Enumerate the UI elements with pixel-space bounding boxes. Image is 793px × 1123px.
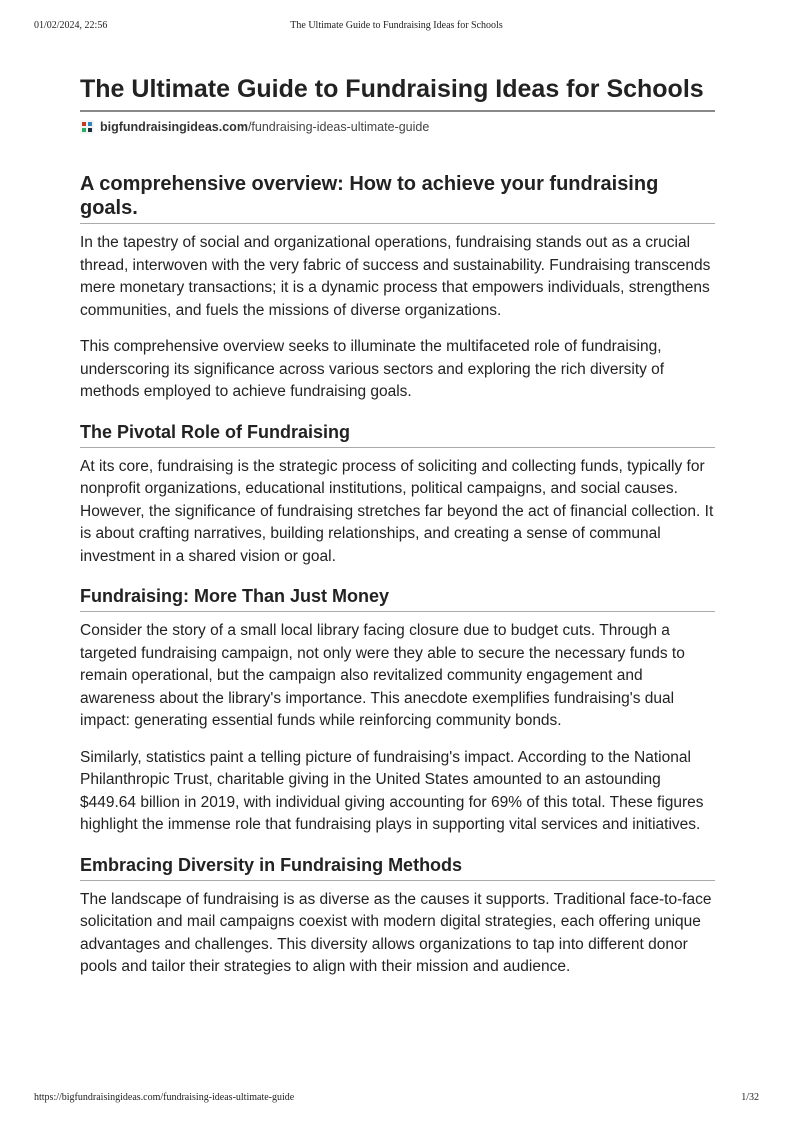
- print-footer-url: https://bigfundraisingideas.com/fundraising-ideas-ultimate-guide: [34, 1092, 295, 1103]
- section-paragraph: Consider the story of a small local library facing closure due to budget cuts. Through a targeted fundraising campaign, not only were they able to secure the necessary funds to remain operational, but the campaign also revitalized community engagement and awareness about the library's importance. This anecdote exemplifies fundraising's dual impact: generating essential funds while reinforcing community bonds.: [80, 622, 685, 729]
- article-title: The Ultimate Guide to Fundraising Ideas for Schools: [80, 72, 715, 112]
- article: [80, 72, 715, 979]
- print-footer: [34, 1092, 759, 1106]
- overview-heading: A comprehensive overview: How to achieve your fundraising goals.: [80, 172, 715, 224]
- section-paragraph: At its core, fundraising is the strategic process of soliciting and collecting funds, typically for nonprofit organizations, educational institutions, political campaigns, and social causes. However, the significance of fundraising stretches far beyond the act of financial collection. It is about crafting narratives, building relationships, and creating a sense of communal investment in a shared vision or goal.: [80, 457, 714, 565]
- print-document-title: The Ultimate Guide to Fundraising Ideas for Schools: [290, 20, 503, 31]
- source-line: [80, 118, 715, 136]
- page-number: 1/32: [741, 1092, 759, 1103]
- section-paragraph: The landscape of fundraising is as diverse as the causes it supports. Traditional face-to-face solicitation and mail campaigns coexist with modern digital strategies, each offering unique advantages and challenges. This diversity allows organizations to tap into different donor pools and tailor their strategies to align with their mission and audience.: [80, 890, 712, 975]
- section-heading-pivotal-role: The Pivotal Role of Fundraising: [80, 420, 715, 448]
- section-paragraph: Similarly, statistics paint a telling picture of fundraising's impact. According to the National Philanthropic Trust, charitable giving in the United States amounted to an astounding $449.64 billion in 2019, with individual giving accounting for 69% of this total. These figures highlight the immense role that fundraising plays in supporting vital services and initiatives.: [80, 748, 704, 833]
- print-datetime: 01/02/2024, 22:56: [34, 20, 108, 31]
- site-favicon-icon: [80, 120, 94, 134]
- section-heading-more-than-money: Fundraising: More Than Just Money: [80, 584, 715, 612]
- print-header: [34, 20, 759, 34]
- section-heading-diversity-methods: Embracing Diversity in Fundraising Methods: [80, 853, 715, 881]
- overview-paragraph: In the tapestry of social and organizational operations, fundraising stands out as a crucial thread, interwoven with the very fabric of success and sustainability. Fundraising transcends mere monetary transactions; it is a dynamic process that empowers individuals, strengthens communities, and fuels the missions of diverse organizations.: [80, 234, 711, 319]
- source-domain[interactable]: bigfundraisingideas.com: [100, 120, 248, 134]
- overview-paragraph: This comprehensive overview seeks to illuminate the multifaceted role of fundraising, underscoring its significance across various sectors and exploring the rich diversity of methods employed to achieve fundraising goals.: [80, 338, 665, 400]
- source-path[interactable]: /fundraising-ideas-ultimate-guide: [247, 120, 430, 134]
